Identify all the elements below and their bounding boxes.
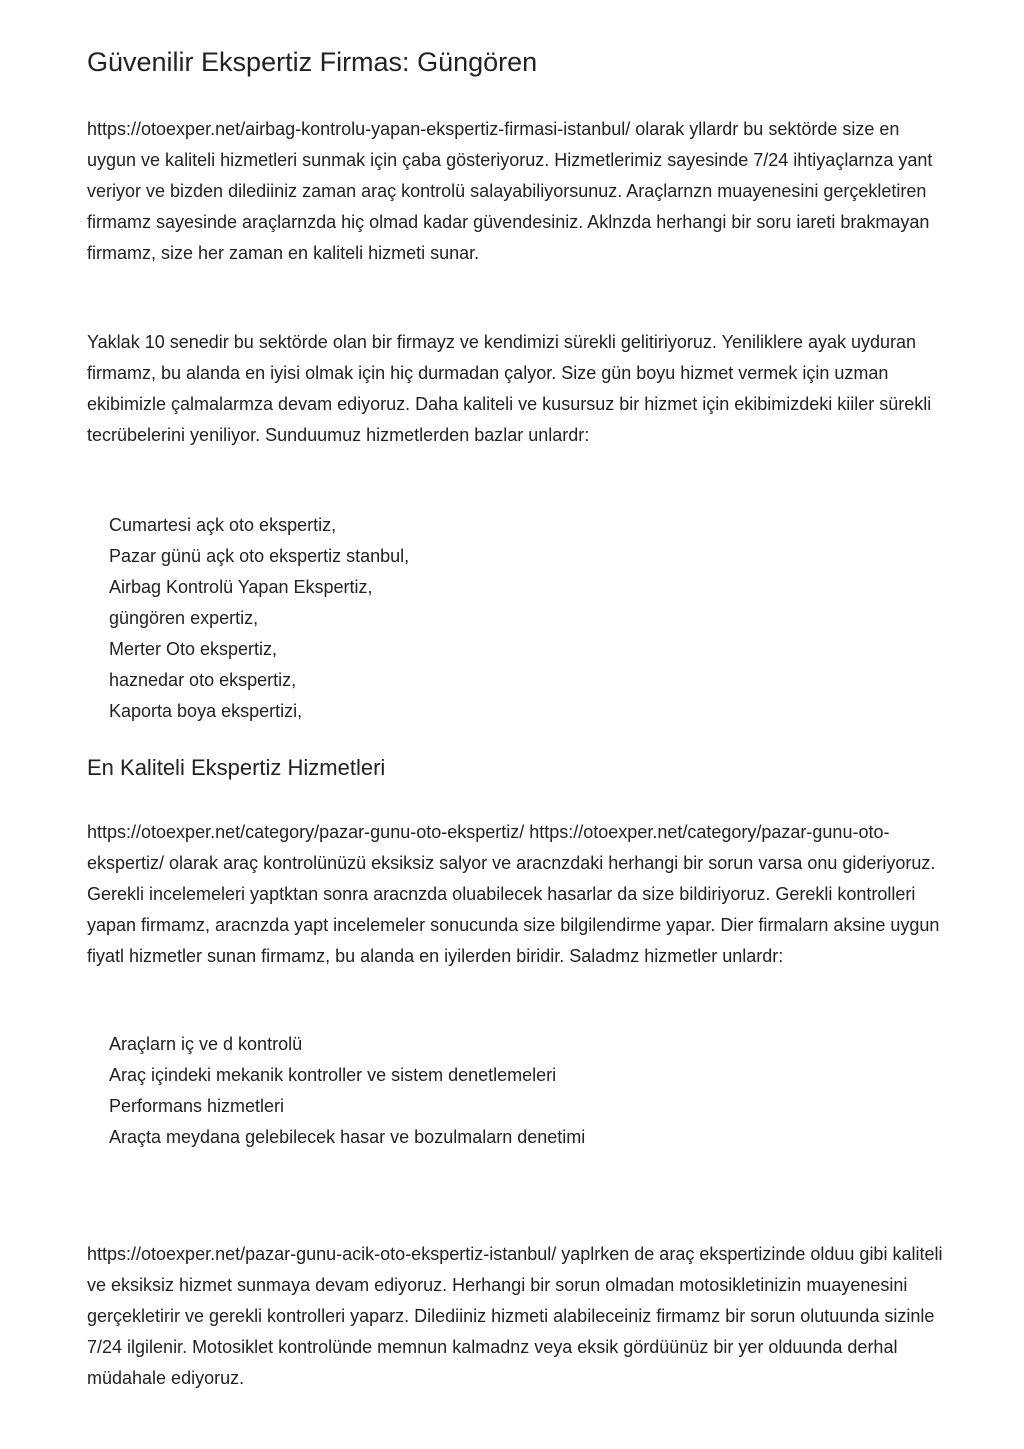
list-item: Pazar günü açk oto ekspertiz stanbul, [109,546,410,566]
page-title: Güvenilir Ekspertiz Firmas: Güngören [87,47,538,77]
motorcycle-paragraph: https://otoexper.net/pazar-gunu-acik-oto-ekspertiz-istanbul/ yaplrken de araç ekspertizinde olduu gibi kaliteli ve eksiksiz hizmet sunmaya devam ediyoruz. Herhangi bir sorun olmadan motosikletinizin muayenesini gerçekletirir ve gerekli kontrolleri yaparz. Dilediiniz hizmeti alabileceiniz firmamz bir sorun olutuunda sizinle 7/24 ilgilenir. Motosiklet kontrolünde memnun kalmadnz veya eksik gördüünüz bir yer olduunda derhal müdahale ediyoruz. [87,1244,943,1388]
list-item: Cumartesi açk oto ekspertiz, [109,515,337,535]
services-list [109,510,409,727]
section-heading: En Kaliteli Ekspertiz Hizmetleri [87,755,386,780]
quality-paragraph: https://otoexper.net/category/pazar-gunu-oto-ekspertiz/ https://otoexper.net/category/pazar-gunu-oto-ekspertiz/ olarak araç kontrolünüzü eksiksiz salyor ve aracnzdaki herhangi bir sorun varsa onu gideriyoruz. Gerekli incelemeleri yaptktan sonra aracnzda oluabilecek hasarlar da size bildiriyoruz. Gerekli kontrolleri yapan firmamz, aracnzda yapt incelemeler sonucunda size bilgilendirme yapar. Dier firmalarn aksine uygun fiyatl hizmetler sunan firmamz, bu alanda en iyilerden biridir. Saladmz hizmetler unlardr: [87,822,940,966]
list-item: Kaporta boya ekspertizi, [109,701,303,721]
list-item: Performans hizmetleri [109,1096,285,1116]
provided-services-list [109,1029,585,1153]
list-item: Araç içindeki mekanik kontroller ve sistem denetlemeleri [109,1065,557,1085]
list-item: Merter Oto ekspertiz, [109,639,278,659]
list-item: Araçlarn iç ve d kontrolü [109,1034,303,1054]
intro-paragraph: https://otoexper.net/airbag-kontrolu-yapan-ekspertiz-firmasi-istanbul/ olarak yllardr bu sektörde size en uygun ve kaliteli hizmetleri sunmak için çaba gösteriyoruz. Hizmetlerimiz sayesinde 7/24 ihtiyaçlarnza yant veriyor ve bizden dilediiniz zaman araç kontrolü salayabiliyorsunuz. Araçlarnzn muayenesini gerçekletiren firmamz sayesinde araçlarnzda hiç olmad kadar güvendesiniz. Aklnzda herhangi bir soru iareti brakmayan firmamz, size her zaman en kaliteli hizmeti sunar. [87,119,933,263]
company-paragraph: Yaklak 10 senedir bu sektörde olan bir firmayz ve kendimizi sürekli gelitiriyoruz. Yeniliklere ayak uyduran firmamz, bu alanda en iyisi olmak için hiç durmadan çalyor. Size gün boyu hizmet vermek için uzman ekibimizle çalmalarmza devam ediyoruz. Daha kaliteli ve kusursuz bir hizmet için ekibimizdeki kiiler sürekli tecrübelerini yeniliyor. Sunduumuz hizmetlerden bazlar unlardr: [87,332,932,445]
list-item: Araçta meydana gelebilecek hasar ve bozulmalarn denetimi [109,1127,586,1147]
list-item: haznedar oto ekspertiz, [109,670,297,690]
list-item: güngören expertiz, [109,608,259,628]
list-item: Airbag Kontrolü Yapan Ekspertiz, [109,577,373,597]
